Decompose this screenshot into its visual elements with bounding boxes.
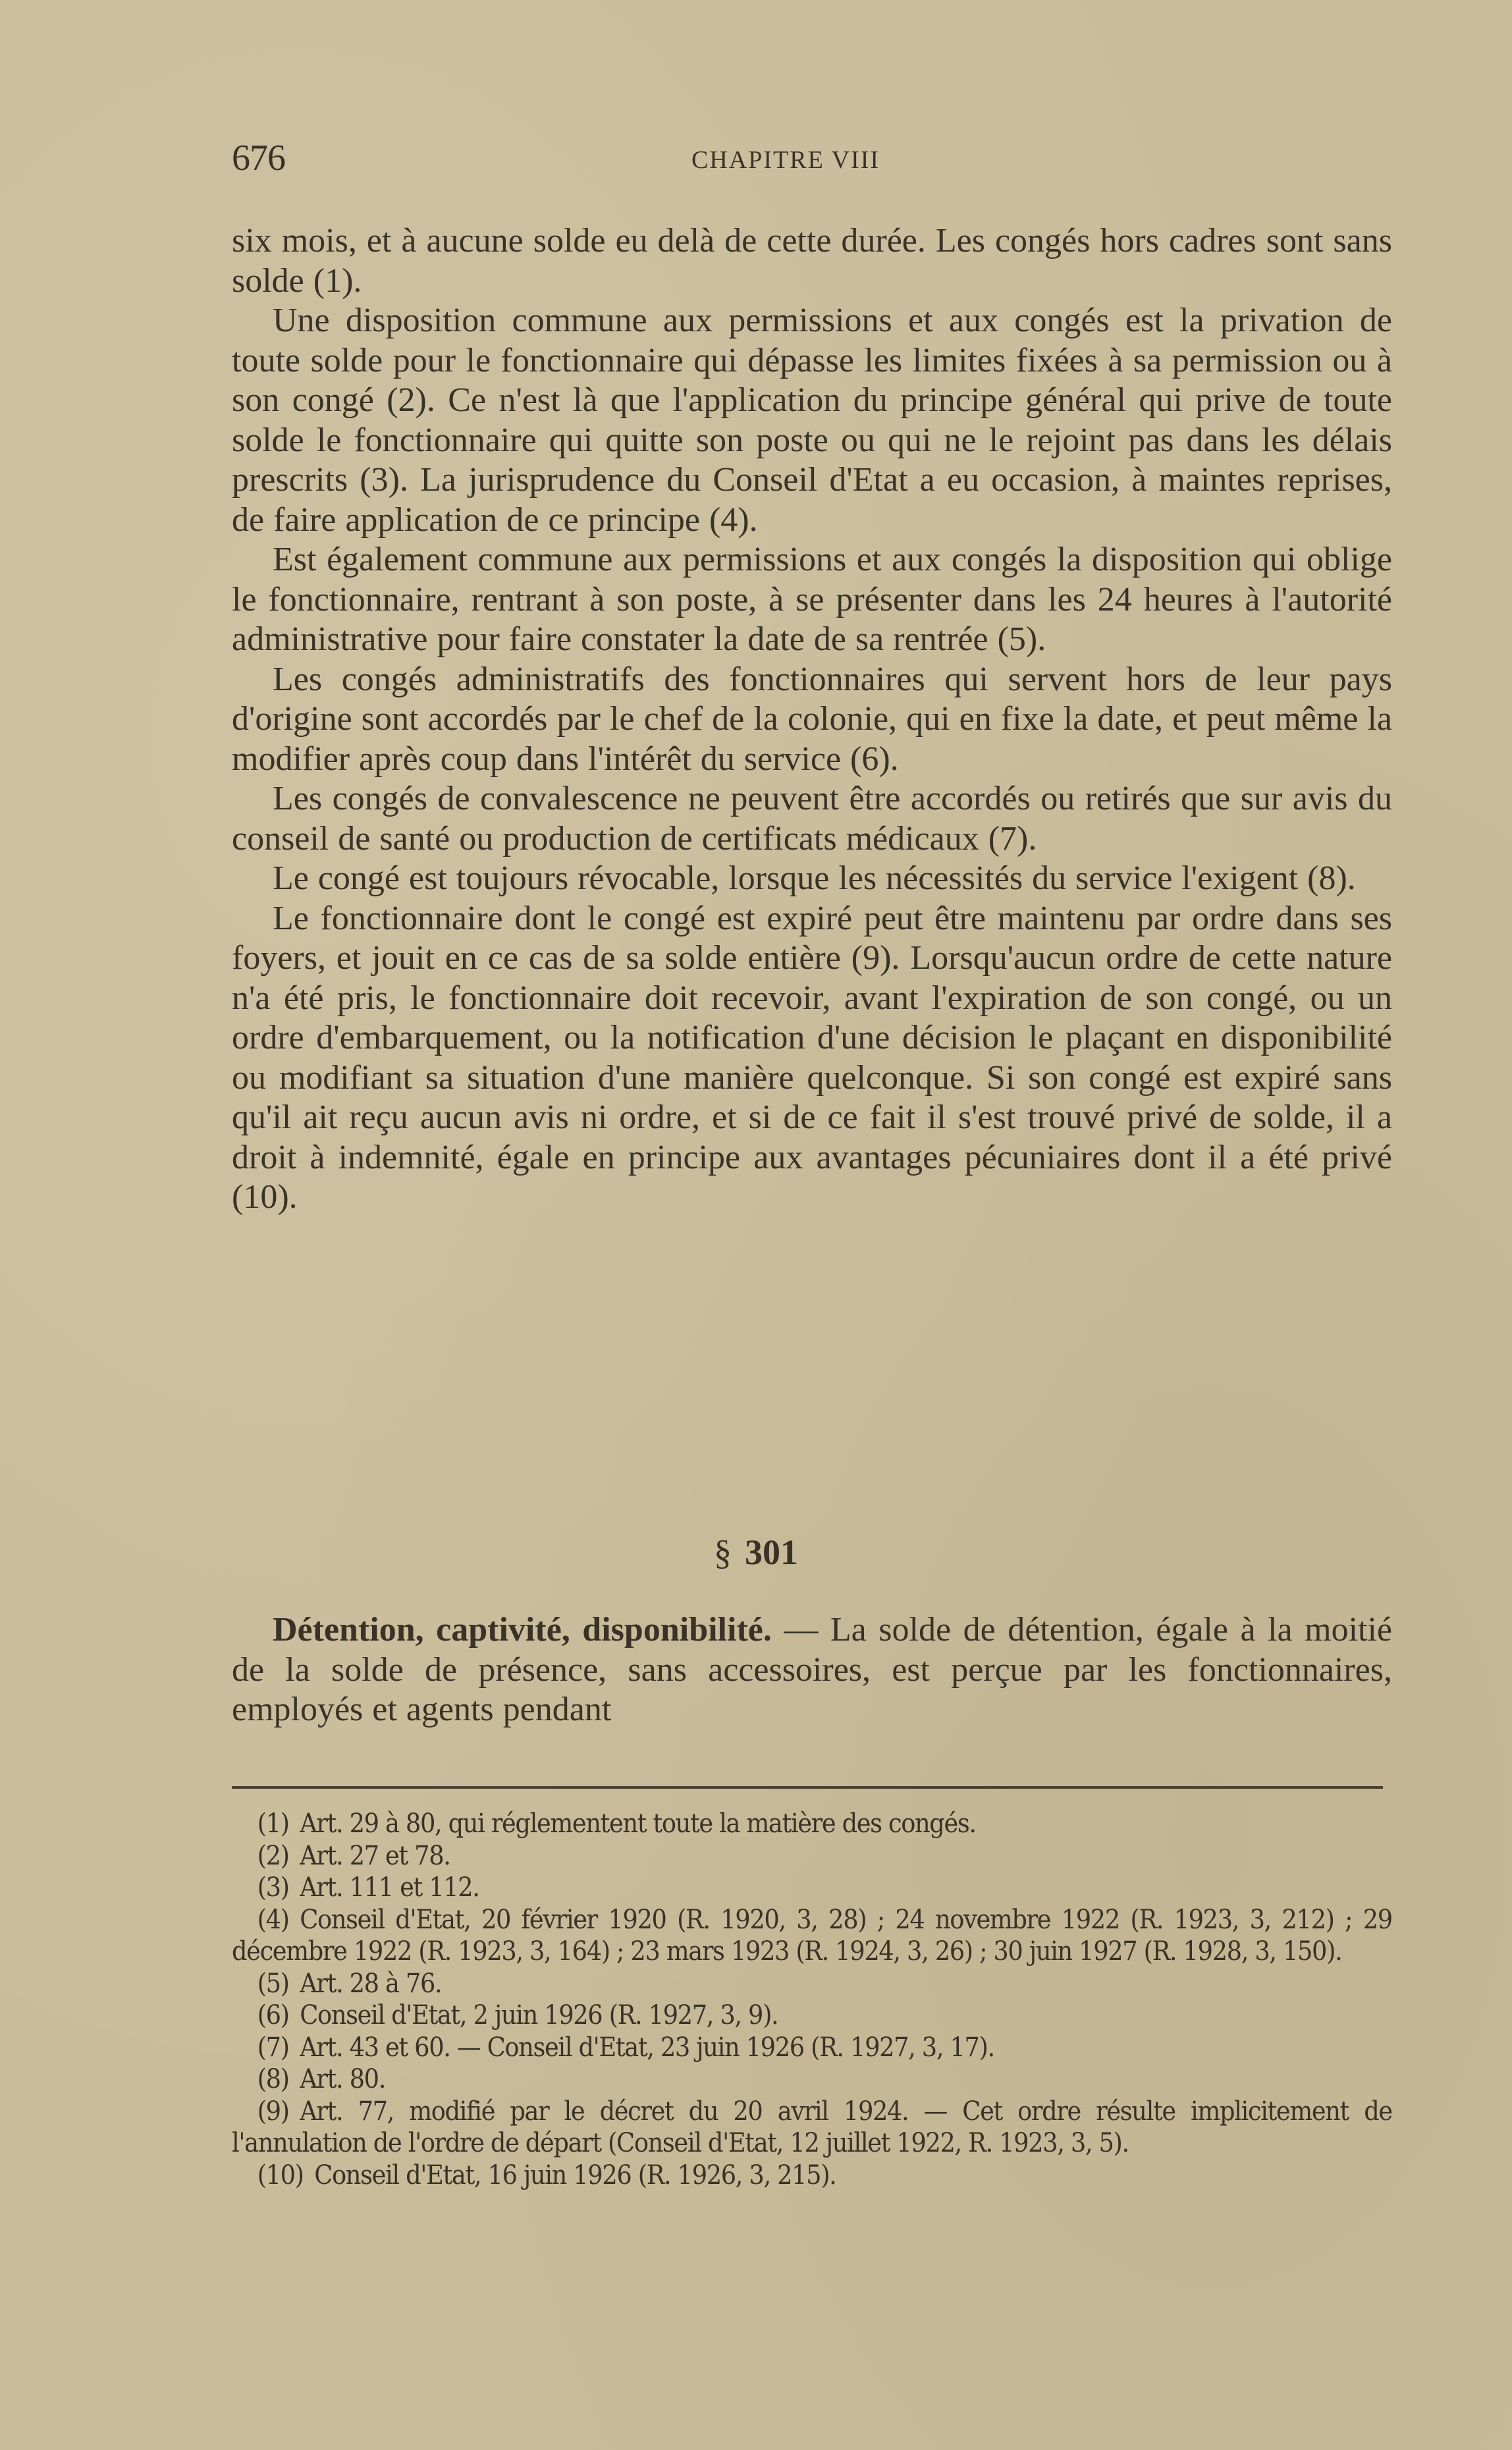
footnote-text: Art. 29 à 80, qui réglementent toute la matière des congés.: [300, 1809, 976, 1839]
footnote-text: Art. 111 et 112.: [300, 1872, 479, 1903]
footnote: [232, 2032, 1392, 2064]
section-paragraph: [232, 1610, 1392, 1730]
paragraph: six mois, et à aucune solde eu delà de cette durée. Les congés hors cadres sont sans solde (1).: [232, 222, 1392, 300]
footnote-number: (9): [257, 2096, 289, 2127]
footnote-number: (5): [257, 1968, 289, 1999]
body-text: [232, 221, 1392, 1218]
paragraph: Est également commune aux permissions et aux congés la disposition qui oblige le fonctionnaire, rentrant à son poste, à se présenter dans les 24 heures à l'autorité administrative pour faire constater la date de sa rentrée (5).: [232, 541, 1392, 658]
footnote: [232, 1968, 1392, 2000]
section-body: [232, 1610, 1392, 1730]
section-text: — La solde de détention, égale à la moitié de la solde de présence, sans accessoires, est perçue par les fonctionnaires, employés et agents pendant: [232, 1611, 1392, 1728]
footnote: [232, 1808, 1392, 1840]
running-head: [232, 135, 1392, 181]
chapter-title: CHAPITRE VIII: [691, 146, 880, 174]
page-number: 676: [232, 138, 285, 178]
footnote-text: Art. 27 et 78.: [300, 1840, 450, 1871]
footnote-text: Art. 28 à 76.: [300, 1968, 442, 1999]
footnote-number: (8): [257, 2064, 289, 2094]
footnote: [232, 1904, 1392, 1968]
footnote-number: (4): [257, 1904, 289, 1935]
footnote-number: (6): [257, 2000, 289, 2030]
section-number: 301: [745, 1533, 798, 1572]
paragraph: Le congé est toujours révocable, lorsque les nécessités du service l'exigent (8).: [273, 859, 1356, 897]
footnote-text: Art. 80.: [300, 2064, 386, 2094]
footnote: [232, 1872, 1392, 1904]
section-symbol: §: [714, 1533, 732, 1572]
footnote-text: Conseil d'Etat, 16 juin 1926 (R. 1926, 3, 215).: [314, 2160, 836, 2191]
paragraph: Une disposition commune aux permissions et aux congés est la privation de toute solde pour le fonctionnaire qui dépasse les limites fixées à sa permission ou à son congé (2). Ce n'est là que l'application du principe général qui prive de toute solde le fonctionnaire qui quitte son poste ou qui ne le rejoint pas dans les délais prescrits (3). La jurisprudence du Conseil d'Etat a eu occasion, à maintes reprises, de faire application de ce principe (4).: [232, 302, 1392, 539]
footnote-text: Art. 43 et 60. — Conseil d'Etat, 23 juin 1926 (R. 1927, 3, 17).: [300, 2032, 994, 2063]
footnote-number: (7): [257, 2032, 289, 2063]
footnote: [232, 2160, 1392, 2192]
footnote-text: Art. 77, modifié par le décret du 20 avril 1924. — Cet ordre résulte implicitement de l'annulation de l'ordre de départ (Conseil d'Etat, 12 juillet 1922, R. 1923, 3, 5).: [232, 2096, 1392, 2158]
paragraph: Le fonctionnaire dont le congé est expiré peut être maintenu par ordre dans ses foyers, et jouit en ce cas de sa solde entière (9). Lorsqu'aucun ordre de cette nature n'a été pris, le fonctionnaire doit recevoir, avant l'expiration de son congé, ou un ordre d'embarquement, ou la notification d'une décision le plaçant en disponibilité ou modifiant sa situation d'une manière quelconque. Si son congé est expiré sans qu'il ait reçu aucun avis ni ordre, et si de ce fait il s'est trouvé privé de solde, il a droit à indemnité, égale en principe aux avantages pécuniaires dont il a été privé (10).: [232, 899, 1392, 1216]
footnote: [232, 1840, 1392, 1872]
footnote-number: (1): [257, 1809, 289, 1839]
footnote: [232, 2063, 1392, 2096]
footnote-number: (2): [257, 1840, 289, 1871]
footnote: [232, 2096, 1392, 2160]
footnotes: [232, 1808, 1392, 2191]
footnote: [232, 2000, 1392, 2032]
footnote-number: (10): [257, 2160, 304, 2191]
footnote-number: (3): [257, 1872, 289, 1903]
paragraph: Les congés administratifs des fonctionnaires qui servent hors de leur pays d'origine sont accordés par le chef de la colonie, qui en fixe la date, et peut même la modifier après coup dans l'intérêt du service (6).: [232, 660, 1392, 778]
paragraph: Les congés de convalescence ne peuvent être accordés ou retirés que sur avis du conseil de santé ou production de certificats médicaux (7).: [232, 780, 1392, 858]
footnote-divider: [232, 1786, 1383, 1789]
section-lead-title: Détention, captivité, disponibilité.: [273, 1611, 772, 1648]
footnote-text: Conseil d'Etat, 2 juin 1926 (R. 1927, 3, 9).: [300, 2000, 778, 2030]
section-heading: [0, 1529, 1512, 1575]
footnote-text: Conseil d'Etat, 20 février 1920 (R. 1920, 3, 28) ; 24 novembre 1922 (R. 1923, 3, 212) ; 29 décembre 1922 (R. 1923, 3, 164) ; 23 mars 1923 (R. 1924, 3, 26) ; 30 juin 1927 (R. 1928, 3, 150).: [232, 1904, 1392, 1967]
